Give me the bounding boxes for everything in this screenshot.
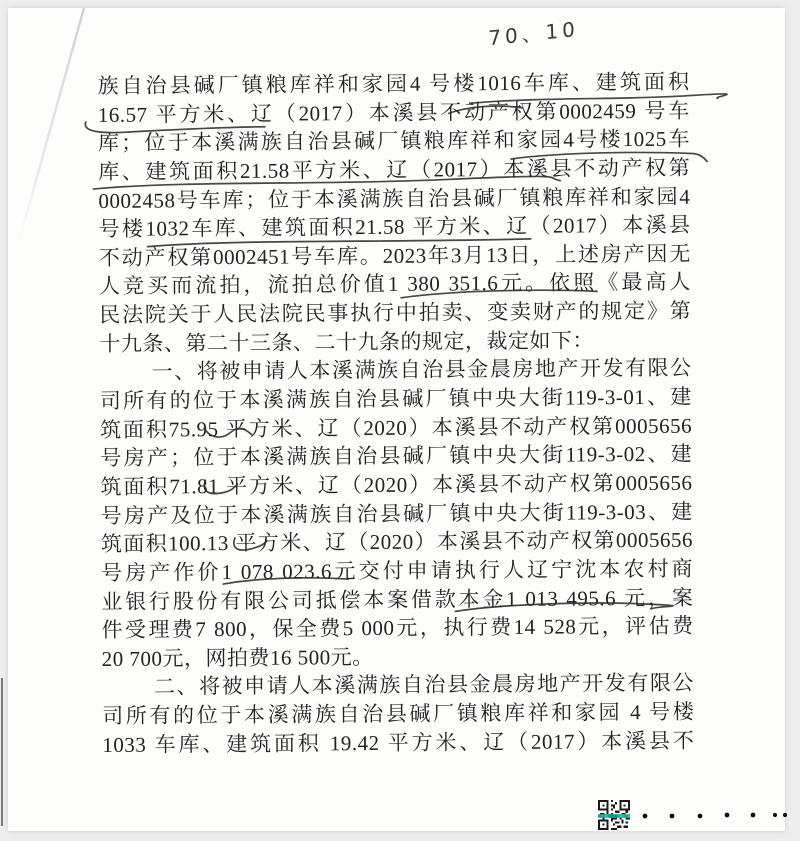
document-line: 件受理费7 800，保全费5 000元，执行费14 528元，评估费: [101, 613, 694, 643]
document-line-paragraph-2-start: 二、将被申请人本溪满族自治县金晨房地产开发有限公: [153, 671, 695, 700]
document-line: 0002458号车库；位于本溪满族自治县碱厂镇粮库祥和家园4: [98, 184, 691, 213]
document-line: 库；位于本溪满族自治县碱厂镇粮库祥和家园4号楼1025车: [97, 126, 691, 156]
document-line: 十九条、第二十三条、二十九条的规定，裁定如下：: [99, 328, 595, 356]
document-line: 不动产权第0002451号车库。2023年3月13日，上述房产因无: [98, 241, 691, 270]
document-line: 业银行股份有限公司抵偿本案借款本金1 013 495.6 元，案: [101, 585, 694, 614]
document-line: 库、建筑面积21.58平方米、辽（2017）本溪县不动产权第: [98, 155, 691, 184]
document-line: 人竞买而流拍，流拍总价值1 380 351.6元。依照《最高人: [98, 270, 692, 299]
document-line: 筑面积75.95 平方米、辽（2020）本溪县不动产权第0005656: [99, 413, 693, 442]
document-line: 司所有的位于本溪满族自治县碱厂镇中央大街119-3-01、建: [99, 384, 692, 414]
document-line: 1033 车库、建筑面积 19.42 平方米、辽（2017）本溪县不: [102, 728, 695, 757]
document-line: 号房产；位于本溪满族自治县碱厂镇中央大街119-3-02、建: [100, 441, 693, 471]
document-line: 号楼1032车库、建筑面积21.58 平方米、辽（2017）本溪县: [98, 212, 691, 242]
document-line: 号房产及位于本溪满族自治县碱厂镇中央大街119-3-03、建: [100, 499, 693, 528]
document-line: 筑面积71.81 平方米、辽（2020）本溪县不动产权第0005656: [100, 470, 693, 499]
document-line-paragraph-1-start: 一、将被申请人本溪满族自治县金晨房地产开发有限公: [151, 356, 692, 385]
handwritten-note: 70、10: [487, 16, 580, 51]
document-line: 筑面积100.13 平方米、辽（2020）本溪县不动产权第0005656: [100, 527, 693, 557]
document-line: 20 700元，网拍费16 500元。: [101, 644, 374, 671]
document-line: 民法院关于人民法院民事执行中拍卖、变卖财产的规定》第: [99, 298, 692, 328]
document-line: 族自治县碱厂镇粮库祥和家园4 号楼1016车库、建筑面积: [97, 69, 690, 99]
document-line: 16.57 平方米、辽（2017）本溪县不动产权第0002459 号车: [97, 98, 690, 127]
document-line: 司所有的位于本溪满族自治县碱厂镇粮库祥和家园 4 号楼: [102, 699, 695, 729]
document-line: 号房产作价1 078 023.6元交付申请执行人辽宁沈本农村商: [101, 556, 694, 585]
